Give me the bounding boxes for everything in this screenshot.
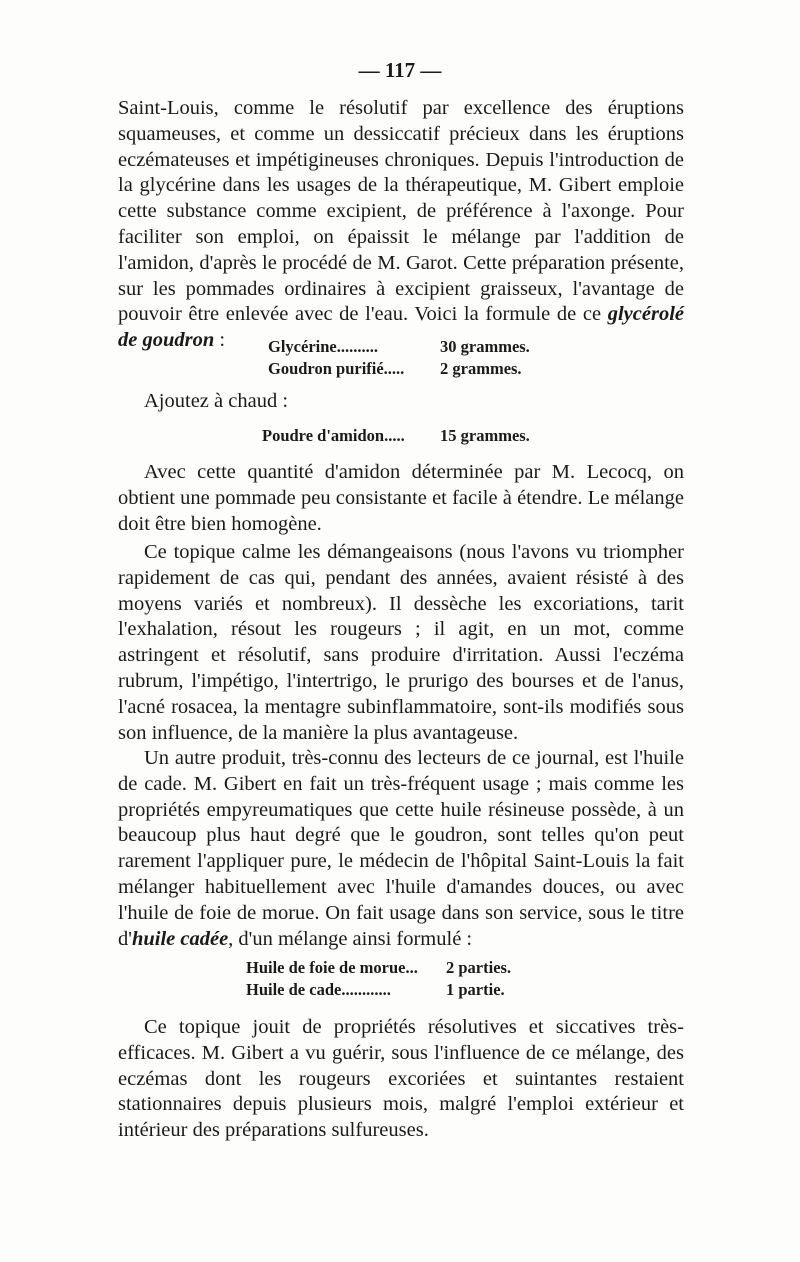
formula-amidon — [262, 425, 530, 447]
paragraph-text: Saint-Louis, comme le résolutif par excellence des éruptions squameuses, et comme un dessiccatif précieux dans les éruptions eczémateuses et impétigineuses chroniques. Depuis l'introduction de la glycérine dans les usages de la thérapeutique, M. Gibert emploie cette substance comme excipient, de préférence à l'axonge. Pour faciliter son emploi, on épaissit le mélange par l'addition de l'amidon, d'après le procédé de M. Garot. Cette préparation présente, sur les pommades ordinaires à excipient graisseux, l'avantage de pouvoir être enlevée avec de l'eau. Voici la formule de ce — [118, 97, 684, 326]
paragraph-glycerole-intro — [118, 96, 684, 354]
formula-huile-cadee — [246, 957, 511, 1001]
paragraph-text: Un autre produit, très-connu des lecteurs de ce journal, est l'huile de cade. M. Gibert en fait un très-fréquent usage ; mais comme les propriétés empyreumatiques que cette huile résineuse possède, à un beaucoup plus haut degré que le goudron, sont telles qu'on peut rarement l'appliquer pure, le médecin de l'hôpital Saint-Louis la fait mélanger habituellement avec l'huile d'amandes douces, ou avec l'huile de foie de morue. On fait usage dans son service, sous le titre d' — [118, 747, 684, 950]
paragraph-lecocq — [118, 460, 684, 537]
italic-term: glycérolé de goudron — [118, 303, 684, 352]
italic-term: huile cadée — [131, 927, 229, 950]
ingredient-quantity: 2 parties. — [446, 958, 512, 977]
ingredient-name: Huile de foie de morue... — [246, 958, 418, 977]
ajoutez-line — [144, 389, 544, 415]
ingredient-name: Goudron purifié..... — [268, 359, 405, 378]
paragraph-text: Avec cette quantité d'amidon déterminée par M. Lecocq, on obtient une pommade peu consistante et facile à étendre. Le mélange doit être bien homogène. — [118, 461, 684, 535]
paragraph-siccatives — [118, 1015, 684, 1144]
paragraph-topique — [118, 540, 684, 746]
formula-row — [262, 425, 530, 447]
ingredient-quantity: 30 grammes. — [440, 337, 530, 356]
page-number: — 117 — — [358, 58, 442, 82]
paragraph-huile-cade — [118, 746, 684, 952]
formula-glycerole — [268, 336, 530, 380]
paragraph-text: Ajoutez à chaud : — [144, 390, 289, 412]
paragraph-text: : — [219, 329, 226, 352]
ingredient-quantity: 15 grammes. — [440, 426, 530, 445]
paragraph-text: Ce topique jouit de propriétés résolutives et siccatives très-efficaces. M. Gibert a vu guérir, sous l'influence de ce mélange, des eczémas dont les rougeurs excoriées et suintantes restaient stationnaires depuis plusieurs mois, malgré l'emploi extérieur et intérieur des préparations sulfureuses. — [118, 1016, 684, 1142]
ingredient-name: Poudre d'amidon..... — [262, 426, 405, 445]
ingredient-name: Huile de cade............ — [246, 980, 391, 999]
ingredient-quantity: 2 grammes. — [440, 359, 522, 378]
formula-row — [246, 979, 511, 1001]
paragraph-text: , d'un mélange ainsi formulé : — [228, 927, 473, 950]
formula-row — [268, 358, 530, 380]
ingredient-quantity: 1 partie. — [446, 980, 505, 999]
ingredient-name: Glycérine.......... — [268, 337, 378, 356]
formula-row — [246, 957, 511, 979]
formula-row — [268, 336, 530, 358]
paragraph-text: Ce topique calme les démangeaisons (nous l'avons vu triompher rapidement de cas qui, pendant des années, avaient résisté à des moyens variés et nombreux). Il dessèche les excoriations, tarit l'exhalation, résout les rougeurs ; il agit, en un mot, comme astringent et résolutif, sans produire d'irritation. Aussi l'eczéma rubrum, l'impétigo, l'intertrigo, le prurigo des bourses et de l'anus, l'acné rosacea, la mentagre subinflammatoire, sont-ils modifiés sous son influence, de la manière la plus avantageuse. — [118, 541, 684, 744]
